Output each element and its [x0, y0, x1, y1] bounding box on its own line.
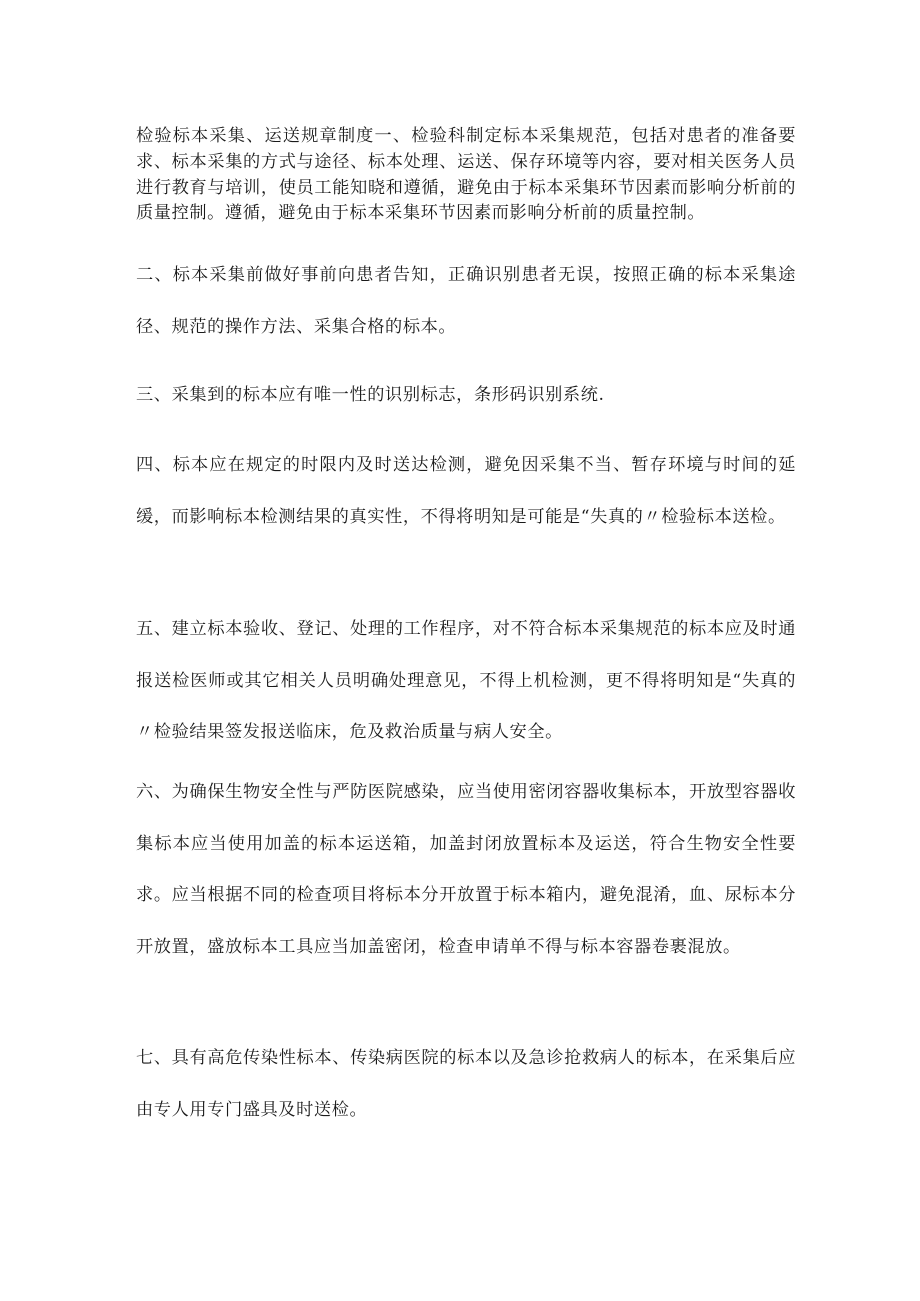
paragraph-intro: 检验标本采集、运送规章制度一、检验科制定标本采集规范，包括对患者的准备要求、标本采集的方式与途径、标本处理、运送、保存环境等内容，要对相关医务人员进行教育与培训，使员工能知晓和遵循，避免由于标本采集环节因素而影响分析前的质量控制。遵循，避免由于标本采集环节因素而影响分析前的质量控制。 [136, 126, 796, 224]
paragraph-6: 六、为确保生物安全性与严防医院感染，应当使用密闭容器收集标本，开放型容器收集标本应当使用加盖的标本运送箱，加盖封闭放置标本及运送，符合生物安全性要求。应当根据不同的检查项目将标本分开放置于标本箱内，避免混淆，血、尿标本分开放置，盛放标本工具应当加盖密闭，检查申请单不得与标本容器卷裹混放。 [136, 782, 796, 957]
paragraph-3: 三、采集到的标本应有唯一性的识别标志，条形码识别系统. [136, 385, 605, 405]
paragraph-5: 五、建立标本验收、登记、处理的工作程序，对不符合标本采集规范的标本应及时通报送检医师或其它相关人员明确处理意见，不得上机检测，更不得将明知是“失真的〃检验结果签发报送临床，危及救治质量与病人安全。 [136, 619, 796, 742]
paragraph-2: 二、标本采集前做好事前向患者告知，正确识别患者无误，按照正确的标本采集途径、规范的操作方法、采集合格的标本。 [136, 265, 796, 337]
paragraph-7: 七、具有高危传染性标本、传染病医院的标本以及急诊抢救病人的标本，在采集后应由专人用专门盛具及时送检。 [136, 1048, 796, 1120]
paragraph-4: 四、标本应在规定的时限内及时送达检测，避免因采集不当、暂存环境与时间的延缓，而影响标本检测结果的真实性，不得将明知是可能是“失真的〃检验标本送检。 [136, 455, 796, 527]
